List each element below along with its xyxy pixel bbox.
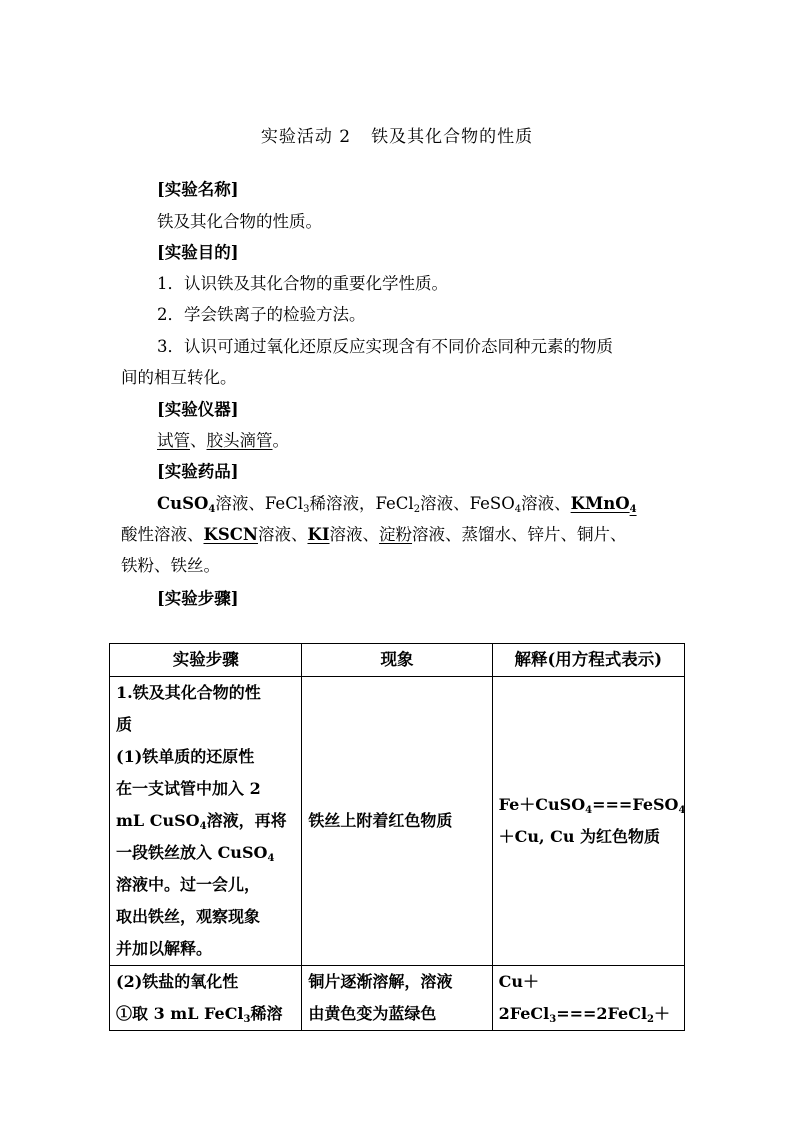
equation-line: Cu＋ — [498, 972, 539, 991]
step-text: mL CuSO — [116, 811, 200, 830]
sub: 4 — [514, 504, 522, 515]
step-line: 质 — [116, 715, 133, 734]
table-row — [110, 966, 685, 1031]
step-line: 取出铁丝，观察现象 — [116, 907, 261, 926]
step-text: 稀溶 — [250, 1004, 283, 1023]
step-line: (1)铁单质的还原性 — [116, 747, 255, 766]
step-line: 1.铁及其化合物的性 — [116, 683, 261, 702]
reagent-line-3: 铁粉、铁丝。 — [121, 556, 220, 575]
header-phenomenon: 现象 — [302, 644, 492, 677]
eq-text: ===2FeCl — [556, 1004, 648, 1023]
phenomenon-line: 铜片逐渐溶解，溶液 — [308, 972, 453, 991]
equation-line — [498, 789, 686, 821]
sub: 3 — [303, 504, 310, 515]
reagent-kmno4: KMnO — [570, 494, 630, 513]
step-text: 溶液，再将 — [206, 811, 287, 830]
equation-line: ＋Cu, Cu 为红色物质 — [498, 827, 661, 846]
page-title — [0, 122, 794, 147]
eq-text: Fe＋CuSO — [498, 795, 586, 814]
sub: 4 — [678, 805, 686, 816]
row2-explanation — [492, 966, 684, 1031]
heading-reagents: [实验药品] — [157, 462, 239, 481]
reagent-text: 溶液、 — [521, 494, 571, 513]
reagent-text: 溶液、FeCl — [215, 494, 304, 513]
instrument-sep: 、 — [190, 431, 207, 450]
goal-item-3: 3．认识可通过氧化还原反应实现含有不同价态同种元素的物质 — [157, 337, 613, 356]
title-sub: 铁及其化合物的性质 — [371, 127, 534, 147]
instrument-list — [157, 431, 717, 451]
goal-item-1: 1．认识铁及其化合物的重要化学性质。 — [157, 274, 448, 293]
step-line — [116, 998, 295, 1030]
sub: 4 — [199, 821, 207, 832]
reagent-text: 溶液、 — [329, 525, 380, 544]
equation-line — [499, 998, 678, 1030]
reagent-ki: KI — [307, 525, 330, 544]
header-explanation: 解释(用方程式表示) — [492, 644, 684, 677]
goal-item-3-cont: 间的相互转化。 — [121, 368, 237, 387]
reagent-text: 溶液、蒸馏水、锌片、铜片、 — [412, 525, 627, 544]
row2-step — [110, 966, 302, 1031]
sub: 4 — [629, 504, 637, 515]
header-steps: 实验步骤 — [110, 644, 302, 677]
heading-instruments: [实验仪器] — [157, 400, 239, 419]
table-header-row — [110, 644, 685, 677]
eq-text: ＋ — [653, 1004, 670, 1023]
reagent-text: 酸性溶液、 — [121, 525, 204, 544]
phenomenon-line: 由黄色变为蓝绿色 — [308, 1004, 437, 1023]
reagent-text: 稀溶液，FeCl — [309, 494, 414, 513]
instrument-test-tube: 试管 — [157, 431, 190, 450]
reagent-text: 溶液、FeSO — [420, 494, 515, 513]
heading-steps: [实验步骤] — [157, 589, 239, 608]
step-text: ①取 3 mL FeCl — [116, 1004, 244, 1023]
step-line: (2)铁盐的氧化性 — [116, 972, 239, 991]
sub: 4 — [585, 805, 593, 816]
reagent-cuso4: CuSO — [157, 494, 209, 513]
step-line — [116, 837, 295, 869]
eq-text: 2FeCl — [498, 1004, 550, 1023]
row1-phenomenon: 铁丝上附着红色物质 — [302, 677, 492, 966]
step-text: 一段铁丝放入 CuSO — [116, 843, 268, 862]
sub: 2 — [647, 1014, 654, 1025]
experiment-table — [109, 643, 685, 1031]
sub: 3 — [243, 1014, 251, 1025]
row2-phenomenon — [302, 966, 492, 1031]
experiment-name-text: 铁及其化合物的性质。 — [157, 212, 322, 231]
sub: 3 — [549, 1014, 557, 1025]
row1-explanation — [492, 677, 684, 966]
sub: 4 — [208, 504, 216, 515]
table-row — [110, 677, 685, 966]
instrument-end: 。 — [272, 431, 289, 450]
heading-experiment-name: [实验名称] — [157, 180, 239, 199]
row1-step — [110, 677, 302, 966]
step-line: 在一支试管中加入 2 — [116, 779, 261, 798]
reagent-text: 溶液、 — [257, 525, 308, 544]
sub: 2 — [413, 504, 421, 515]
step-line: 并加以解释。 — [116, 939, 213, 958]
instrument-dropper: 胶头滴管 — [206, 431, 273, 450]
sub: 4 — [267, 853, 275, 864]
title-main: 实验活动 2 — [260, 127, 352, 147]
step-line: 溶液中。过一会儿， — [116, 875, 261, 894]
goal-item-2: 2．学会铁离子的检验方法。 — [157, 305, 366, 324]
heading-experiment-goal: [实验目的] — [157, 243, 239, 262]
reagent-line-2 — [121, 525, 681, 545]
step-line — [116, 805, 295, 837]
eq-text: ===FeSO — [592, 795, 679, 814]
reagent-kscn: KSCN — [203, 525, 258, 544]
reagent-line-1 — [157, 494, 717, 514]
reagent-starch: 淀粉 — [379, 525, 413, 544]
